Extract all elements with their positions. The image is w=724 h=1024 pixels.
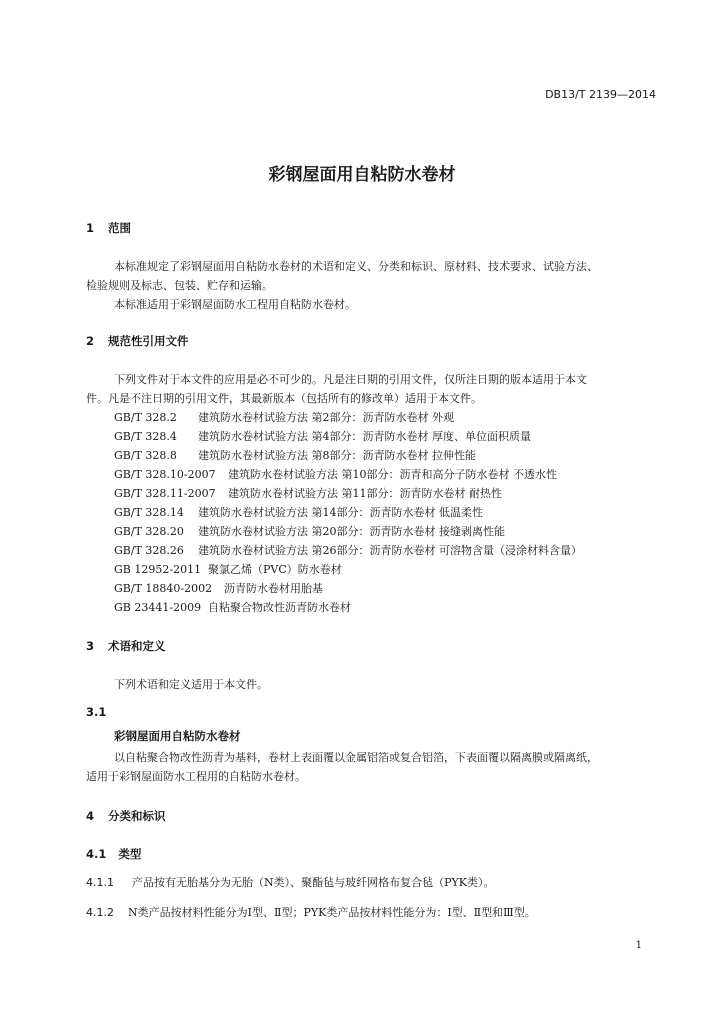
reference-title: 聚氯乙烯（PVC）防水卷材 xyxy=(208,563,342,576)
reference-item xyxy=(114,427,531,446)
subsection-title: 类型 xyxy=(118,847,142,861)
section-number: 2 xyxy=(86,334,95,348)
section-4-heading xyxy=(86,808,166,824)
reference-title: 建筑防水卷材试验方法 第14部分：沥青防水卷材 低温柔性 xyxy=(198,506,483,519)
reference-item xyxy=(114,484,502,503)
reference-title: 建筑防水卷材试验方法 第26部分：沥青防水卷材 可溶物含量（浸涂材料含量） xyxy=(198,544,582,557)
reference-item xyxy=(114,598,351,617)
reference-code: GB/T 328.26 xyxy=(114,544,184,557)
reference-item xyxy=(114,408,454,427)
clause xyxy=(86,873,495,892)
reference-code: GB/T 328.20 xyxy=(114,525,184,538)
section-title: 术语和定义 xyxy=(108,639,166,653)
section-3-heading xyxy=(86,638,166,654)
page-number: 1 xyxy=(635,940,642,951)
term-number: 3.1 xyxy=(86,705,107,719)
section-number: 3 xyxy=(86,639,95,653)
reference-title: 建筑防水卷材试验方法 第11部分：沥青防水卷材 耐热性 xyxy=(228,487,502,500)
paragraph: 检验规则及标志、包装、贮存和运输。 xyxy=(86,279,273,292)
section-2-heading xyxy=(86,333,189,349)
reference-code: GB 23441-2009 xyxy=(114,601,202,614)
clause-number: 4.1.1 xyxy=(86,876,114,889)
reference-code: GB/T 328.14 xyxy=(114,506,184,519)
clause-text: 产品按有无胎基分为无胎（N类）、聚酯毡与玻纤网格布复合毡（PYK类）。 xyxy=(132,876,495,889)
section-title: 范围 xyxy=(108,221,132,235)
reference-code: GB/T 328.11-2007 xyxy=(114,487,216,500)
reference-item xyxy=(114,560,342,579)
clause-text: N类产品按材料性能分为Ⅰ型、Ⅱ型；PYK类产品按材料性能分为：Ⅰ型、Ⅱ型和Ⅲ型。 xyxy=(128,906,536,919)
reference-title: 沥青防水卷材用胎基 xyxy=(224,582,323,595)
term-name: 彩钢屋面用自粘防水卷材 xyxy=(114,729,241,743)
reference-item xyxy=(114,522,505,541)
reference-code: GB/T 328.8 xyxy=(114,449,177,462)
section-1-heading xyxy=(86,220,131,236)
paragraph: 以自粘聚合物改性沥青为基料，卷材上表面覆以金属铝箔或复合铝箔，下表面覆以隔离膜或隔离纸， xyxy=(114,751,598,764)
reference-code: GB/T 328.4 xyxy=(114,430,177,443)
reference-item xyxy=(114,579,323,598)
reference-code: GB/T 18840-2002 xyxy=(114,582,213,595)
paragraph: 下列术语和定义适用于本文件。 xyxy=(114,678,268,691)
section-number: 1 xyxy=(86,221,95,235)
reference-title: 建筑防水卷材试验方法 第8部分：沥青防水卷材 拉伸性能 xyxy=(198,449,476,462)
reference-item xyxy=(114,465,557,484)
reference-title: 建筑防水卷材试验方法 第20部分：沥青防水卷材 接缝剥离性能 xyxy=(198,525,505,538)
document-title: 彩钢屋面用自粘防水卷材 xyxy=(268,165,456,185)
paragraph: 件。凡是不注日期的引用文件，其最新版本（包括所有的修改单）适用于本文件。 xyxy=(86,392,482,405)
reference-code: GB/T 328.10-2007 xyxy=(114,468,216,481)
paragraph: 本标准规定了彩钢屋面用自粘防水卷材的术语和定义、分类和标识、原材料、技术要求、试验方法、 xyxy=(114,260,598,273)
reference-title: 建筑防水卷材试验方法 第4部分：沥青防水卷材 厚度、单位面积质量 xyxy=(198,430,531,443)
reference-item xyxy=(114,541,582,560)
section-title: 分类和标识 xyxy=(108,809,166,823)
reference-item xyxy=(114,446,476,465)
subsection-number: 4.1 xyxy=(86,847,107,861)
reference-item xyxy=(114,503,483,522)
standard-code: DB13/T 2139—2014 xyxy=(545,88,656,101)
reference-title: 自粘聚合物改性沥青防水卷材 xyxy=(208,601,351,614)
section-number: 4 xyxy=(86,809,95,823)
reference-code: GB/T 328.2 xyxy=(114,411,177,424)
reference-code: GB 12952-2011 xyxy=(114,563,202,576)
clause xyxy=(86,903,536,922)
section-title: 规范性引用文件 xyxy=(108,334,189,348)
paragraph: 适用于彩钢屋面防水工程用的自粘防水卷材。 xyxy=(86,770,306,783)
subsection-heading xyxy=(86,846,141,862)
paragraph: 下列文件对于本文件的应用是必不可少的。凡是注日期的引用文件，仅所注日期的版本适用于本文 xyxy=(114,373,587,386)
paragraph: 本标准适用于彩钢屋面防水工程用自粘防水卷材。 xyxy=(114,298,356,311)
reference-title: 建筑防水卷材试验方法 第2部分：沥青防水卷材 外观 xyxy=(198,411,454,424)
clause-number: 4.1.2 xyxy=(86,906,114,919)
reference-title: 建筑防水卷材试验方法 第10部分：沥青和高分子防水卷材 不透水性 xyxy=(228,468,557,481)
